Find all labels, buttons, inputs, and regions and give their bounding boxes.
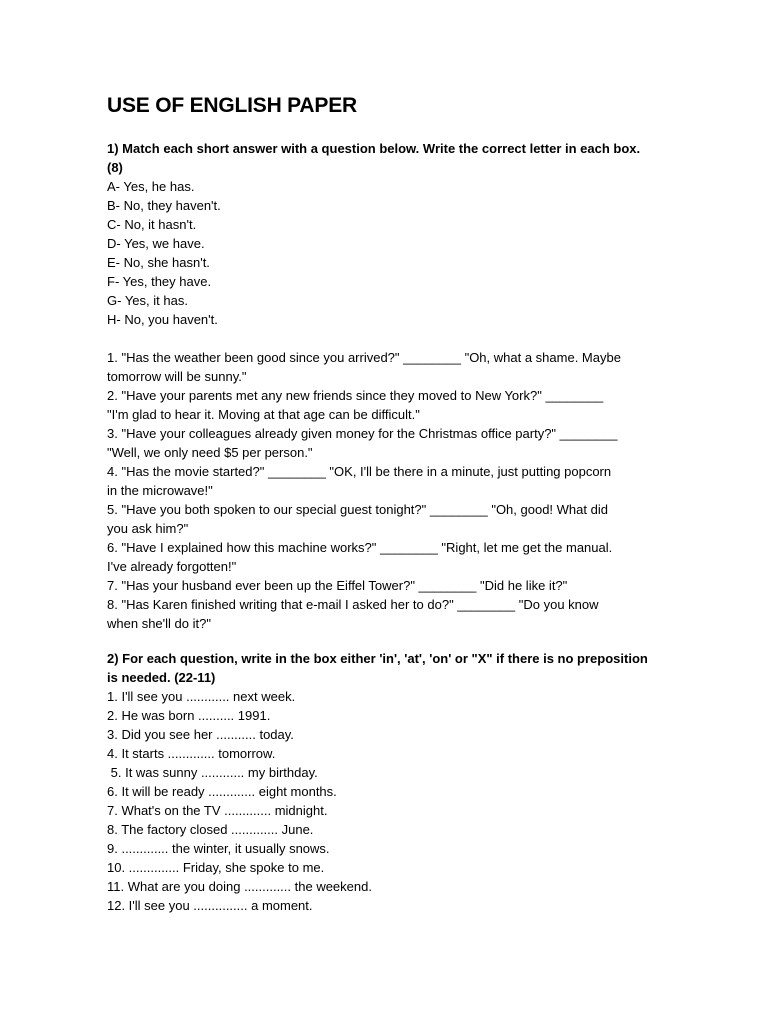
preposition-item: 5. It was sunny ............ my birthday. <box>107 765 318 780</box>
question-line: 3. "Have your colleagues already given money for the Christmas office party?" ________ <box>107 426 618 441</box>
preposition-item: 9. ............. the winter, it usually snows. <box>107 841 330 856</box>
section-2-heading-line: is needed. (22-11) <box>107 670 216 685</box>
question-line: I've already forgotten!" <box>107 559 237 574</box>
section-1 <box>107 139 667 633</box>
preposition-item: 2. He was born .......... 1991. <box>107 708 271 723</box>
section-2 <box>107 649 667 915</box>
answer-option: B- No, they haven't. <box>107 198 221 213</box>
answer-option: A- Yes, he has. <box>107 179 195 194</box>
question-line: "I'm glad to hear it. Moving at that age can be difficult." <box>107 407 420 422</box>
answer-option: D- Yes, we have. <box>107 236 205 251</box>
preposition-item: 10. .............. Friday, she spoke to me. <box>107 860 325 875</box>
question-line: 7. "Has your husband ever been up the Eiffel Tower?" ________ "Did he like it?" <box>107 578 568 593</box>
question-line: 5. "Have you both spoken to our special guest tonight?" ________ "Oh, good! What did <box>107 502 608 517</box>
question-line: when she'll do it?" <box>107 616 211 631</box>
section-1-heading-line: 1) Match each short answer with a question below. Write the correct letter in each box. <box>107 141 641 156</box>
spacer <box>107 633 667 649</box>
section-2-heading-line: 2) For each question, write in the box either 'in', 'at', 'on' or "X" if there is no preposition <box>107 651 648 666</box>
preposition-item: 7. What's on the TV ............. midnight. <box>107 803 328 818</box>
page-title: USE OF ENGLISH PAPER <box>107 94 357 117</box>
answer-option: H- No, you haven't. <box>107 312 218 327</box>
question-line: 2. "Have your parents met any new friends since they moved to New York?" ________ <box>107 388 604 403</box>
question-line: 1. "Has the weather been good since you arrived?" ________ "Oh, what a shame. Maybe <box>107 350 621 365</box>
question-line: you ask him?" <box>107 521 189 536</box>
question-line: in the microwave!" <box>107 483 213 498</box>
preposition-item: 8. The factory closed ............. June. <box>107 822 314 837</box>
section-1-heading-line: (8) <box>107 160 123 175</box>
answer-option: F- Yes, they have. <box>107 274 212 289</box>
question-line: "Well, we only need $5 per person." <box>107 445 313 460</box>
preposition-item: 3. Did you see her ........... today. <box>107 727 294 742</box>
preposition-item: 1. I'll see you ............ next week. <box>107 689 296 704</box>
preposition-item: 4. It starts ............. tomorrow. <box>107 746 276 761</box>
exam-page <box>107 92 667 915</box>
question-line: 8. "Has Karen finished writing that e-mail I asked her to do?" ________ "Do you know <box>107 597 599 612</box>
answer-option: G- Yes, it has. <box>107 293 188 308</box>
preposition-item: 11. What are you doing ............. the weekend. <box>107 879 372 894</box>
answer-option: C- No, it hasn't. <box>107 217 197 232</box>
preposition-item: 12. I'll see you ............... a moment. <box>107 898 313 913</box>
spacer <box>107 329 667 348</box>
preposition-item: 6. It will be ready ............. eight months. <box>107 784 337 799</box>
answer-option: E- No, she hasn't. <box>107 255 210 270</box>
question-line: 6. "Have I explained how this machine works?" ________ "Right, let me get the manual. <box>107 540 613 555</box>
question-line: tomorrow will be sunny." <box>107 369 247 384</box>
question-line: 4. "Has the movie started?" ________ "OK, I'll be there in a minute, just putting popcorn <box>107 464 612 479</box>
